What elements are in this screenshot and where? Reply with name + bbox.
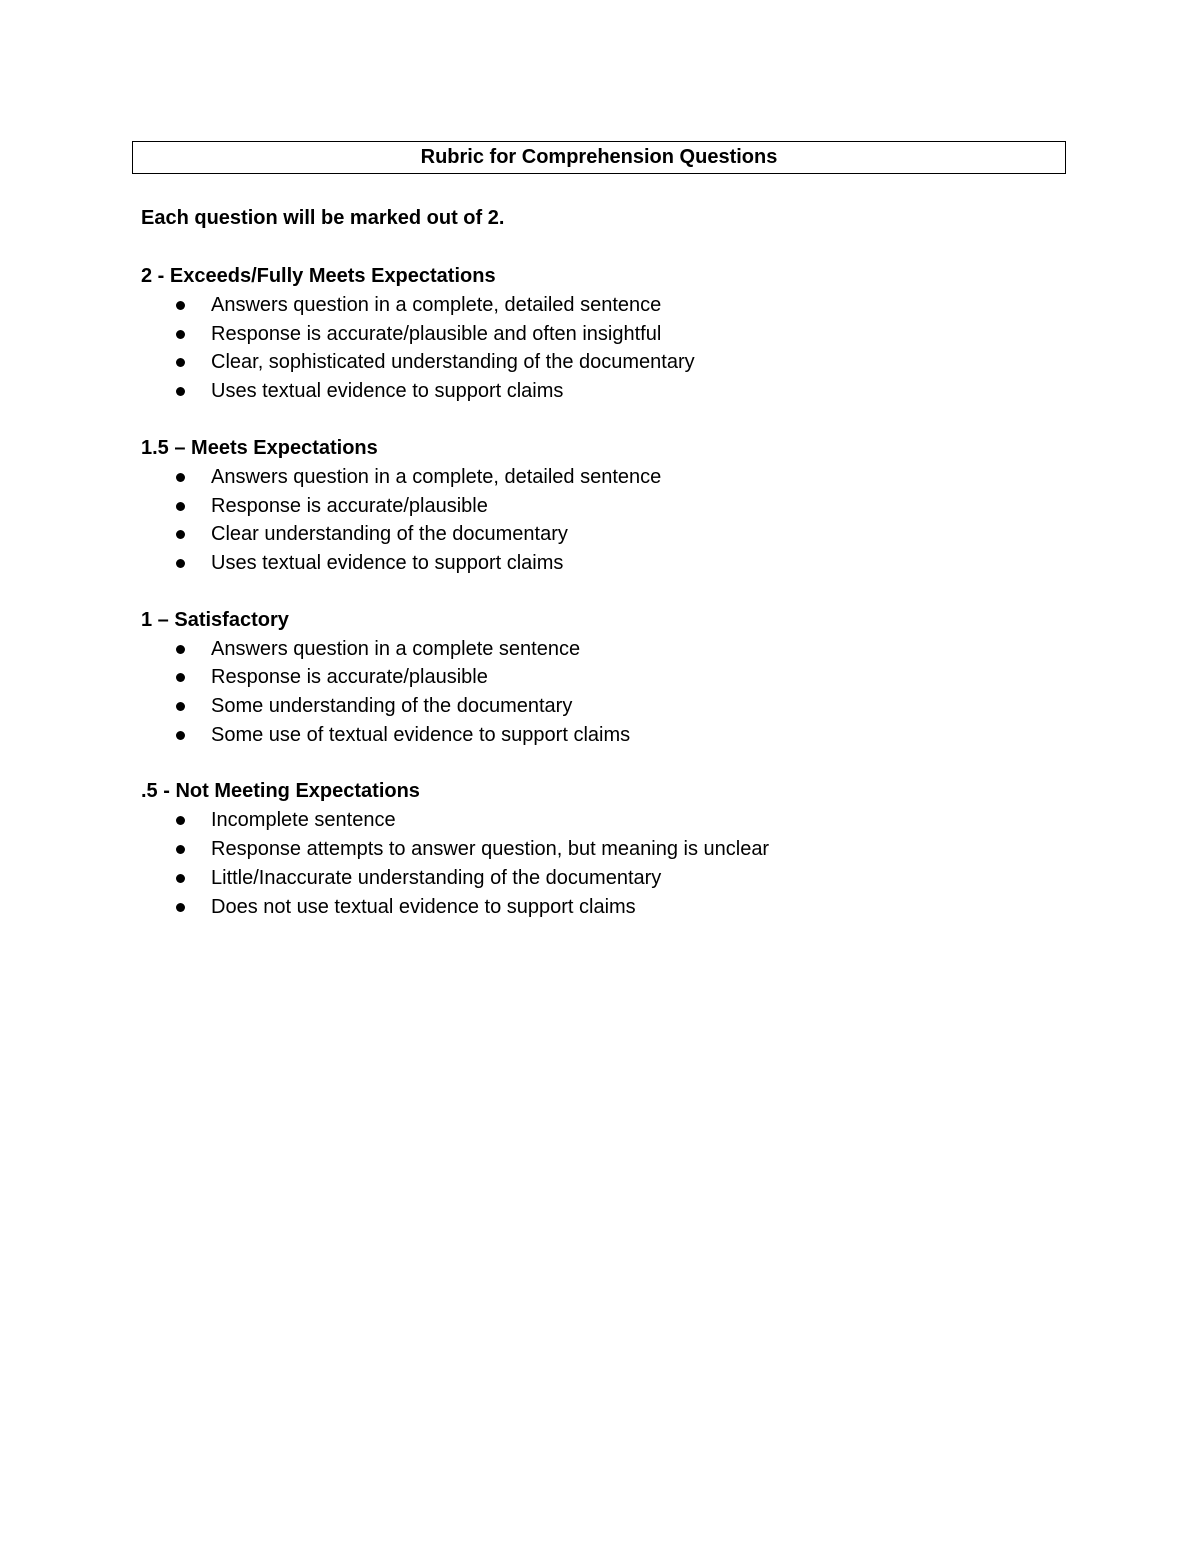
criteria-list bbox=[141, 463, 1101, 578]
criteria-item bbox=[141, 635, 1101, 664]
criteria-text: Clear, sophisticated understanding of the documentary bbox=[211, 351, 695, 374]
criteria-list bbox=[141, 806, 1101, 921]
bullet-icon bbox=[176, 903, 185, 912]
criteria-item bbox=[141, 377, 1101, 406]
document-body bbox=[141, 204, 1101, 949]
criteria-text: Does not use textual evidence to support claims bbox=[211, 895, 636, 918]
section-heading: .5 - Not Meeting Expectations bbox=[141, 780, 420, 803]
bullet-icon bbox=[176, 502, 185, 511]
bullet-icon bbox=[176, 874, 185, 883]
criteria-text: Uses textual evidence to support claims bbox=[211, 380, 564, 403]
criteria-item bbox=[141, 835, 1101, 864]
bullet-icon bbox=[176, 387, 185, 396]
criteria-text: Answers question in a complete, detailed sentence bbox=[211, 294, 662, 316]
criteria-item bbox=[141, 463, 1101, 492]
criteria-text: Clear understanding of the documentary bbox=[211, 523, 568, 546]
bullet-icon bbox=[176, 530, 185, 539]
criteria-text: Some understanding of the documentary bbox=[211, 695, 573, 718]
rubric-section-1-5 bbox=[141, 434, 1101, 578]
section-heading: 1 – Satisfactory bbox=[141, 608, 289, 631]
bullet-icon bbox=[176, 731, 185, 740]
criteria-text: Response is accurate/plausible and often insightful bbox=[211, 322, 662, 345]
bullet-icon bbox=[176, 816, 185, 825]
rubric-section-2 bbox=[141, 262, 1101, 406]
criteria-item bbox=[141, 806, 1101, 835]
criteria-text: Little/Inaccurate understanding of the documentary bbox=[211, 866, 662, 889]
bullet-icon bbox=[176, 473, 185, 482]
section-heading: 1.5 – Meets Expectations bbox=[141, 436, 378, 459]
section-heading: 2 - Exceeds/Fully Meets Expectations bbox=[141, 265, 496, 287]
bullet-icon bbox=[176, 702, 185, 711]
document-title: Rubric for Comprehension Questions bbox=[132, 141, 1066, 174]
criteria-item bbox=[141, 492, 1101, 521]
criteria-item bbox=[141, 692, 1101, 721]
criteria-item bbox=[141, 864, 1101, 893]
bullet-icon bbox=[176, 845, 185, 854]
bullet-icon bbox=[176, 330, 185, 339]
criteria-text: Response attempts to answer question, but meaning is unclear bbox=[211, 838, 770, 861]
bullet-icon bbox=[176, 301, 185, 310]
bullet-icon bbox=[176, 673, 185, 682]
criteria-item bbox=[141, 549, 1101, 578]
criteria-list bbox=[141, 635, 1101, 750]
criteria-item bbox=[141, 663, 1101, 692]
criteria-item bbox=[141, 893, 1101, 922]
intro-text: Each question will be marked out of 2. bbox=[141, 207, 505, 229]
criteria-item bbox=[141, 520, 1101, 549]
criteria-text: Incomplete sentence bbox=[211, 809, 396, 832]
rubric-section-1 bbox=[141, 606, 1101, 750]
criteria-text: Some use of textual evidence to support claims bbox=[211, 723, 631, 746]
rubric-section-0-5 bbox=[141, 777, 1101, 921]
criteria-item bbox=[141, 320, 1101, 349]
criteria-item bbox=[141, 348, 1101, 377]
criteria-list bbox=[141, 291, 1101, 406]
bullet-icon bbox=[176, 645, 185, 654]
bullet-icon bbox=[176, 559, 185, 568]
criteria-text: Response is accurate/plausible bbox=[211, 494, 488, 517]
criteria-text: Answers question in a complete, detailed sentence bbox=[211, 465, 662, 488]
criteria-text: Uses textual evidence to support claims bbox=[211, 551, 564, 574]
criteria-item bbox=[141, 291, 1101, 320]
criteria-item bbox=[141, 721, 1101, 750]
bullet-icon bbox=[176, 358, 185, 367]
criteria-text: Response is accurate/plausible bbox=[211, 666, 488, 689]
criteria-text: Answers question in a complete sentence bbox=[211, 637, 581, 660]
